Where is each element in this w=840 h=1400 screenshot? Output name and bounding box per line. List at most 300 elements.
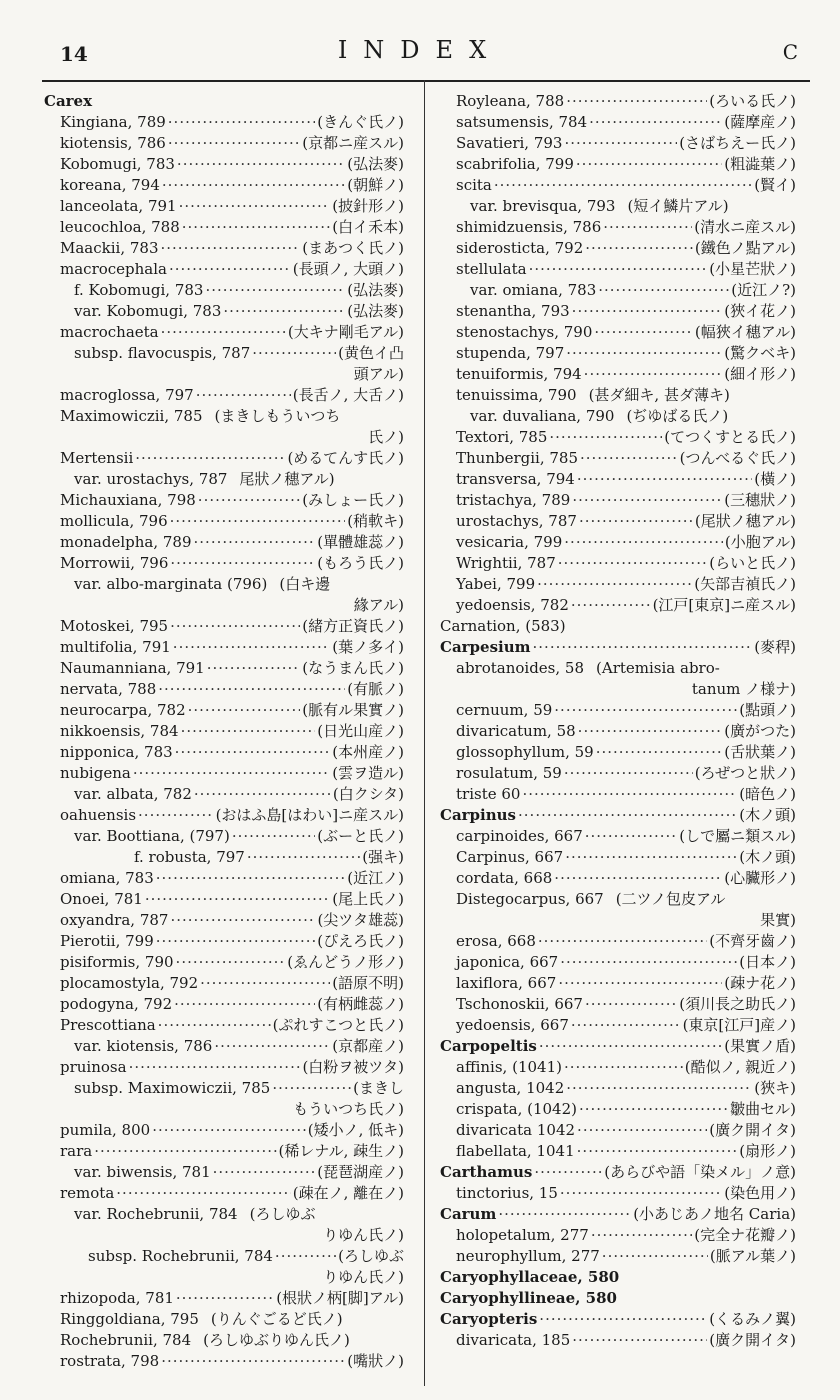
entry-name: Royleana, 788 — [456, 92, 565, 110]
dot-leader — [116, 1183, 290, 1204]
index-column-right — [440, 91, 796, 1351]
index-entry — [440, 322, 796, 343]
entry-name: scabrifolia, 799 — [456, 155, 574, 173]
index-entry — [440, 112, 796, 133]
entry-gloss: (細イ形ノ) — [724, 365, 796, 383]
dot-leader — [194, 532, 316, 553]
entry-name: stupenda, 797 — [456, 344, 565, 362]
entry-name: Caryophyllaceae, 580 — [440, 1268, 620, 1286]
dot-leader — [534, 1162, 602, 1183]
index-entry — [440, 574, 796, 595]
entry-gloss: (日光山産ノ) — [317, 722, 404, 740]
entry-gloss: (まきし — [353, 1079, 404, 1097]
entry-name: nipponica, 783 — [60, 743, 173, 761]
entry-gloss: (小星芒狀ノ) — [709, 260, 796, 278]
dot-leader — [94, 1141, 276, 1162]
entry-gloss: (長舌ノ, 大舌ノ) — [292, 386, 404, 404]
entry-gloss: (きんぐ氏ノ) — [317, 113, 404, 131]
dot-leader — [138, 805, 214, 826]
entry-gloss: 皺曲セル) — [730, 1100, 796, 1118]
entry-gloss: (鐵色ノ點アル) — [694, 239, 796, 257]
entry-gloss: (小あじあノ地名 Caria) — [633, 1205, 796, 1223]
entry-gloss: (點頭ノ) — [739, 701, 796, 719]
index-entry — [44, 133, 404, 154]
entry-gloss: (果實ノ盾) — [724, 1037, 796, 1055]
index-entry — [440, 742, 796, 763]
index-entry — [440, 952, 796, 973]
entry-gloss: (ぷれすこつと氏ノ) — [272, 1016, 404, 1034]
dot-leader — [603, 217, 692, 238]
dot-leader — [564, 532, 723, 553]
entry-gloss: (江戸[東京]ニ産スル) — [652, 596, 796, 614]
index-entry — [440, 784, 796, 805]
dot-leader — [173, 637, 330, 658]
entry-name: shimidzuensis, 786 — [456, 218, 602, 236]
entry-name: var. biwensis, 781 — [74, 1163, 211, 1181]
dot-leader — [170, 616, 300, 637]
entry-name: monadelpha, 789 — [60, 533, 192, 551]
entry-name: macrocephala — [60, 260, 167, 278]
index-entry — [440, 595, 796, 616]
entry-name: yedoensis, 782 — [456, 596, 569, 614]
entry-name: Prescottiana — [60, 1016, 156, 1034]
index-entry — [44, 343, 404, 364]
section-letter: C — [782, 40, 798, 64]
index-entry — [440, 721, 796, 742]
entry-name: vesicaria, 799 — [456, 533, 563, 551]
index-entry — [440, 175, 796, 196]
dot-leader — [554, 868, 722, 889]
entry-gloss: (單體雄蕊ノ) — [317, 533, 404, 551]
index-entry — [440, 343, 796, 364]
entry-gloss: (尾狀ノ穗アル) — [694, 512, 796, 530]
entry-name: Michauxiana, 798 — [60, 491, 196, 509]
index-entry — [44, 196, 404, 217]
entry-gloss: (日本ノ) — [739, 953, 796, 971]
entry-name: oahuensis — [60, 806, 137, 824]
index-entry — [44, 616, 404, 637]
entry-gloss: (弘法麥) — [347, 302, 404, 320]
index-entry — [440, 1120, 796, 1141]
entry-gloss: (めるてんす氏ノ) — [287, 449, 404, 467]
index-entry — [44, 553, 404, 574]
entry-gloss: (稍軟キ) — [347, 512, 404, 530]
entry-gloss: (幅狹イ穗アル) — [694, 323, 796, 341]
entry-name: var. kiotensis, 786 — [74, 1037, 213, 1055]
entry-continuation: りゆん氏ノ) — [323, 1268, 404, 1286]
dot-leader — [275, 1246, 336, 1267]
index-entry — [440, 1099, 796, 1120]
entry-gloss: (しで屬ニ類スル) — [679, 827, 796, 845]
index-entry — [44, 217, 404, 238]
entry-gloss: (らいと氏ノ) — [709, 554, 796, 572]
index-entry — [44, 931, 404, 952]
dot-leader — [584, 364, 723, 385]
dot-leader — [571, 1015, 681, 1036]
index-entry — [440, 847, 796, 868]
index-entry — [44, 1162, 404, 1183]
entry-name: abrotanoides, 58 — [456, 659, 585, 677]
dot-leader — [564, 133, 677, 154]
entry-continuation: tanum ノ様ナ) — [691, 680, 796, 698]
entry-name: plocamostyla, 792 — [60, 974, 199, 992]
page-number: 14 — [60, 42, 88, 66]
index-entry — [440, 931, 796, 952]
entry-name: subsp. Maximowiczii, 785 — [74, 1079, 271, 1097]
entry-name: var. Boottiana, (797) — [74, 827, 230, 845]
entry-gloss: (弘法麥) — [347, 155, 404, 173]
entry-name: scita — [456, 176, 492, 194]
index-entry — [44, 679, 404, 700]
dot-leader — [585, 994, 677, 1015]
index-entry — [440, 826, 796, 847]
entry-gloss: 尾狀ノ穗アル) — [239, 470, 335, 488]
dot-leader — [566, 91, 707, 112]
dot-leader — [598, 280, 729, 301]
entry-gloss: (麥稈) — [754, 638, 796, 656]
index-entry — [44, 763, 404, 784]
entry-name: Ringgoldiana, 795 — [60, 1310, 199, 1328]
index-entry — [44, 238, 404, 259]
entry-gloss: (心臟形ノ) — [724, 869, 796, 887]
index-entry — [440, 553, 796, 574]
dot-leader — [522, 784, 737, 805]
index-entry — [44, 784, 404, 805]
entry-gloss: (語原不明) — [332, 974, 404, 992]
index-entry — [44, 742, 404, 763]
entry-name: holopetalum, 277 — [456, 1226, 589, 1244]
dot-leader — [152, 1120, 306, 1141]
dot-leader — [565, 847, 737, 868]
dot-leader — [589, 112, 722, 133]
entry-gloss: (朝鮮ノ) — [347, 176, 404, 194]
index-entry — [440, 238, 796, 259]
entry-gloss: (酷似ノ, 親近ノ) — [684, 1058, 796, 1076]
entry-name: Carpesium — [440, 638, 531, 656]
index-entry — [44, 1330, 404, 1351]
entry-name: neurophyllum, 277 — [456, 1247, 600, 1265]
index-column-left — [44, 91, 404, 1372]
entry-gloss: (さばちえー氏ノ) — [679, 134, 796, 152]
dot-leader — [580, 448, 678, 469]
dot-leader — [176, 1288, 274, 1309]
index-entry — [44, 721, 404, 742]
genus-entry — [440, 1204, 796, 1225]
entry-continuation: 果實) — [760, 911, 796, 929]
entry-gloss: (東京[江戸]産ノ) — [682, 1016, 796, 1034]
index-entry — [440, 217, 796, 238]
entry-name: Maximowiczii, 785 — [60, 407, 203, 425]
index-entry — [44, 1057, 404, 1078]
index-entry — [440, 427, 796, 448]
dot-leader — [518, 805, 737, 826]
index-entry — [44, 1288, 404, 1309]
entry-gloss: (狹キ) — [754, 1079, 796, 1097]
index-entry — [44, 952, 404, 973]
entry-gloss: (つんべるぐ氏ノ) — [679, 449, 796, 467]
entry-name: Wrightii, 787 — [456, 554, 556, 572]
dot-leader — [572, 1330, 707, 1351]
index-entry — [44, 1120, 404, 1141]
dot-leader — [176, 952, 286, 973]
dot-leader — [169, 259, 291, 280]
entry-name: var. albata, 782 — [74, 785, 192, 803]
index-entry — [440, 406, 796, 427]
index-entry — [44, 1141, 404, 1162]
entry-gloss: (ろしゆぶ — [338, 1247, 404, 1265]
entry-name: satsumensis, 784 — [456, 113, 588, 131]
page-header — [0, 0, 840, 80]
dot-leader — [162, 175, 345, 196]
index-entry — [44, 994, 404, 1015]
entry-name: pisiformis, 790 — [60, 953, 174, 971]
entry-name: stenostachys, 790 — [456, 323, 593, 341]
header-rule — [42, 80, 810, 82]
entry-name: Kingiana, 789 — [60, 113, 166, 131]
entry-gloss: (尾上氏ノ) — [332, 890, 404, 908]
entry-gloss: (二ツノ包皮アル — [615, 890, 726, 908]
dot-leader — [564, 1057, 683, 1078]
entry-name: Tschonoskii, 667 — [456, 995, 583, 1013]
dot-leader — [549, 427, 662, 448]
index-entry — [440, 301, 796, 322]
entry-gloss: (本州産ノ) — [332, 743, 404, 761]
entry-gloss: (まきしもういつち — [214, 407, 341, 425]
entry-gloss: (ぴえろ氏ノ) — [317, 932, 404, 950]
entry-gloss: (稀レナル, 疎生ノ) — [278, 1142, 404, 1160]
dot-leader — [594, 322, 693, 343]
entry-name: Carpopeltis — [440, 1037, 537, 1055]
entry-gloss: (白粉ヲ被ツタ) — [302, 1058, 404, 1076]
entry-gloss: (りんぐごるど氏ノ) — [210, 1310, 343, 1328]
entry-name: laxiflora, 667 — [456, 974, 557, 992]
entry-name: var. omiana, 783 — [470, 281, 597, 299]
entry-name: glossophyllum, 59 — [456, 743, 594, 761]
entry-name: Kobomugi, 783 — [60, 155, 175, 173]
entry-name: nervata, 788 — [60, 680, 157, 698]
entry-name: var. duvaliana, 790 — [470, 407, 615, 425]
dot-leader — [578, 721, 723, 742]
index-entry — [44, 490, 404, 511]
entry-gloss: (賢イ) — [754, 176, 796, 194]
entry-name: Carpinus — [440, 806, 517, 824]
index-entry — [44, 574, 404, 595]
dot-leader — [572, 301, 723, 322]
entry-gloss: (廣ク開イタ) — [709, 1121, 796, 1139]
entry-gloss: (廣がつた) — [724, 722, 796, 740]
dot-leader — [539, 1309, 707, 1330]
dot-leader — [170, 511, 346, 532]
dot-leader — [232, 826, 315, 847]
index-entry — [44, 259, 404, 280]
entry-name: erosa, 668 — [456, 932, 536, 950]
index-entry — [440, 1330, 796, 1351]
index-entry — [44, 532, 404, 553]
dot-leader — [579, 1099, 728, 1120]
entry-gloss: (ろしゆぶりゆん氏ノ) — [203, 1331, 350, 1349]
dot-leader — [247, 847, 360, 868]
dot-leader — [223, 301, 345, 322]
entry-gloss: (雲ヲ造ル) — [332, 764, 404, 782]
entry-gloss: (染色用ノ) — [724, 1184, 796, 1202]
entry-name: rosulatum, 59 — [456, 764, 562, 782]
entry-name: tenuissima, 790 — [456, 386, 577, 404]
index-entry — [440, 532, 796, 553]
index-entry — [44, 658, 404, 679]
index-entry — [440, 1246, 796, 1267]
index-entry — [440, 364, 796, 385]
entry-name: affinis, (1041) — [456, 1058, 562, 1076]
dot-leader — [585, 826, 678, 847]
dot-leader — [161, 1351, 345, 1372]
entry-name: f. robusta, 797 — [134, 848, 245, 866]
entry-gloss: (有脈ノ) — [347, 680, 404, 698]
entry-gloss: (ろいる氏ノ) — [709, 92, 796, 110]
entry-gloss: (薩摩産ノ) — [724, 113, 796, 131]
entry-name: var. Rochebrunii, 784 — [74, 1205, 238, 1223]
entry-name: neurocarpa, 782 — [60, 701, 186, 719]
entry-name: flabellata, 1041 — [456, 1142, 575, 1160]
entry-name: stenantha, 793 — [456, 302, 570, 320]
dot-leader — [207, 658, 301, 679]
dot-leader — [494, 175, 752, 196]
entry-name: var. Kobomugi, 783 — [74, 302, 222, 320]
entry-name: tenuiformis, 794 — [456, 365, 582, 383]
entry-name: nikkoensis, 784 — [60, 722, 179, 740]
index-entry — [440, 259, 796, 280]
entry-gloss: (疎ナ花ノ) — [724, 974, 796, 992]
entry-continuation: 頭アル) — [353, 365, 404, 383]
dot-leader — [566, 1078, 752, 1099]
dot-leader — [577, 1120, 707, 1141]
dot-leader — [156, 931, 316, 952]
entry-name: cordata, 668 — [456, 869, 553, 887]
entry-gloss: (根狀ノ柄[脚]アル) — [276, 1289, 404, 1307]
index-entry — [44, 1246, 404, 1267]
entry-name: omiana, 783 — [60, 869, 154, 887]
entry-name: rara — [60, 1142, 93, 1160]
genus-entry — [440, 1036, 796, 1057]
entry-name: Onoei, 781 — [60, 890, 143, 908]
entry-name: yedoensis, 667 — [456, 1016, 569, 1034]
index-entry — [440, 889, 796, 910]
index-entry — [44, 511, 404, 532]
index-entry — [440, 448, 796, 469]
entry-name: macroglossa, 797 — [60, 386, 194, 404]
entry-name: carpinoides, 667 — [456, 827, 583, 845]
entry-gloss: (緒方正資氏ノ) — [302, 617, 404, 635]
entry-gloss: (矮小ノ, 低キ) — [307, 1121, 404, 1139]
index-entry — [440, 490, 796, 511]
entry-continuation: もういつち氏ノ) — [293, 1100, 404, 1118]
entry-name: Mertensii — [60, 449, 134, 467]
entry-name: macrochaeta — [60, 323, 159, 341]
index-entry — [440, 1141, 796, 1162]
entry-gloss: (須川長之助氏ノ) — [679, 995, 796, 1013]
index-entry — [440, 658, 796, 679]
dot-leader — [188, 700, 301, 721]
entry-name: koreana, 794 — [60, 176, 160, 194]
index-entry — [440, 973, 796, 994]
dot-leader — [196, 385, 291, 406]
dot-leader — [591, 1225, 692, 1246]
entry-gloss: (木ノ頭) — [739, 848, 796, 866]
index-entry — [44, 805, 404, 826]
entry-name: Distegocarpus, 667 — [456, 890, 604, 908]
entry-name: tinctorius, 15 — [456, 1184, 558, 1202]
dot-leader — [566, 343, 722, 364]
entry-name: Carpinus, 667 — [456, 848, 564, 866]
entry-gloss: (ゑんどうノ形ノ) — [287, 953, 404, 971]
entry-gloss: (近江ノ) — [347, 869, 404, 887]
entry-gloss: (短イ鱗片アル) — [627, 197, 729, 215]
entry-gloss: (白イ禾本) — [332, 218, 404, 236]
entry-gloss: (あらびや語「染メル」ノ意) — [604, 1163, 796, 1181]
genus-entry — [440, 1309, 796, 1330]
entry-gloss: (小胞アル) — [724, 533, 796, 551]
entry-gloss: (廣ク開イタ) — [709, 1331, 796, 1349]
entry-name: Naumanniana, 791 — [60, 659, 205, 677]
entry-name: Maackii, 783 — [60, 239, 159, 257]
entry-gloss: (てつくすとる氏ノ) — [664, 428, 796, 446]
entry-name: stellulata — [456, 260, 527, 278]
index-entry — [44, 1183, 404, 1204]
dot-leader — [182, 217, 331, 238]
dot-leader — [579, 511, 693, 532]
dot-leader — [145, 889, 330, 910]
entry-name: subsp. flavocuspis, 787 — [74, 344, 251, 362]
entry-name: rhizopoda, 781 — [60, 1289, 174, 1307]
entry-name: angusta, 1042 — [456, 1079, 565, 1097]
index-entry — [44, 1015, 404, 1036]
index-entry — [440, 763, 796, 784]
dot-leader — [558, 973, 722, 994]
dot-leader — [538, 931, 707, 952]
entry-gloss: (脈アル葉ノ) — [709, 1247, 796, 1265]
index-entry — [440, 1015, 796, 1036]
entry-gloss: (尖ツタ雄蕊) — [317, 911, 404, 929]
entry-name: oxyandra, 787 — [60, 911, 169, 929]
dot-leader — [558, 553, 708, 574]
entry-gloss: (舌狀葉ノ) — [724, 743, 796, 761]
entry-gloss: (脈有ル果實ノ) — [302, 701, 404, 719]
dot-leader — [200, 973, 330, 994]
dot-leader — [198, 490, 300, 511]
entry-name: Carthamus — [440, 1163, 533, 1181]
entry-name: divaricatum, 58 — [456, 722, 576, 740]
entry-name: Carnation, (583) — [440, 617, 566, 635]
entry-name: leucochloa, 788 — [60, 218, 180, 236]
index-entry — [440, 154, 796, 175]
dot-leader — [168, 133, 300, 154]
entry-gloss: (ろしゆぶ — [249, 1205, 316, 1223]
index-entry — [44, 469, 404, 490]
entry-gloss: (ろぜつと狀ノ) — [694, 764, 796, 782]
index-entry — [440, 1225, 796, 1246]
entry-gloss: (三穗狀ノ) — [724, 491, 796, 509]
entry-name: Thunbergii, 785 — [456, 449, 578, 467]
index-entry — [44, 889, 404, 910]
index-entry — [440, 1267, 796, 1288]
genus-entry — [440, 805, 796, 826]
entry-name: var. albo-marginata (796) — [74, 575, 268, 593]
dot-leader — [252, 343, 336, 364]
entry-name: pumila, 800 — [60, 1121, 151, 1139]
entry-gloss: (くるみノ翼) — [709, 1310, 796, 1328]
entry-gloss: (弘法麥) — [347, 281, 404, 299]
genus-heading: Carex — [44, 92, 93, 110]
entry-gloss: (完全ナ花瓣ノ) — [694, 1226, 796, 1244]
